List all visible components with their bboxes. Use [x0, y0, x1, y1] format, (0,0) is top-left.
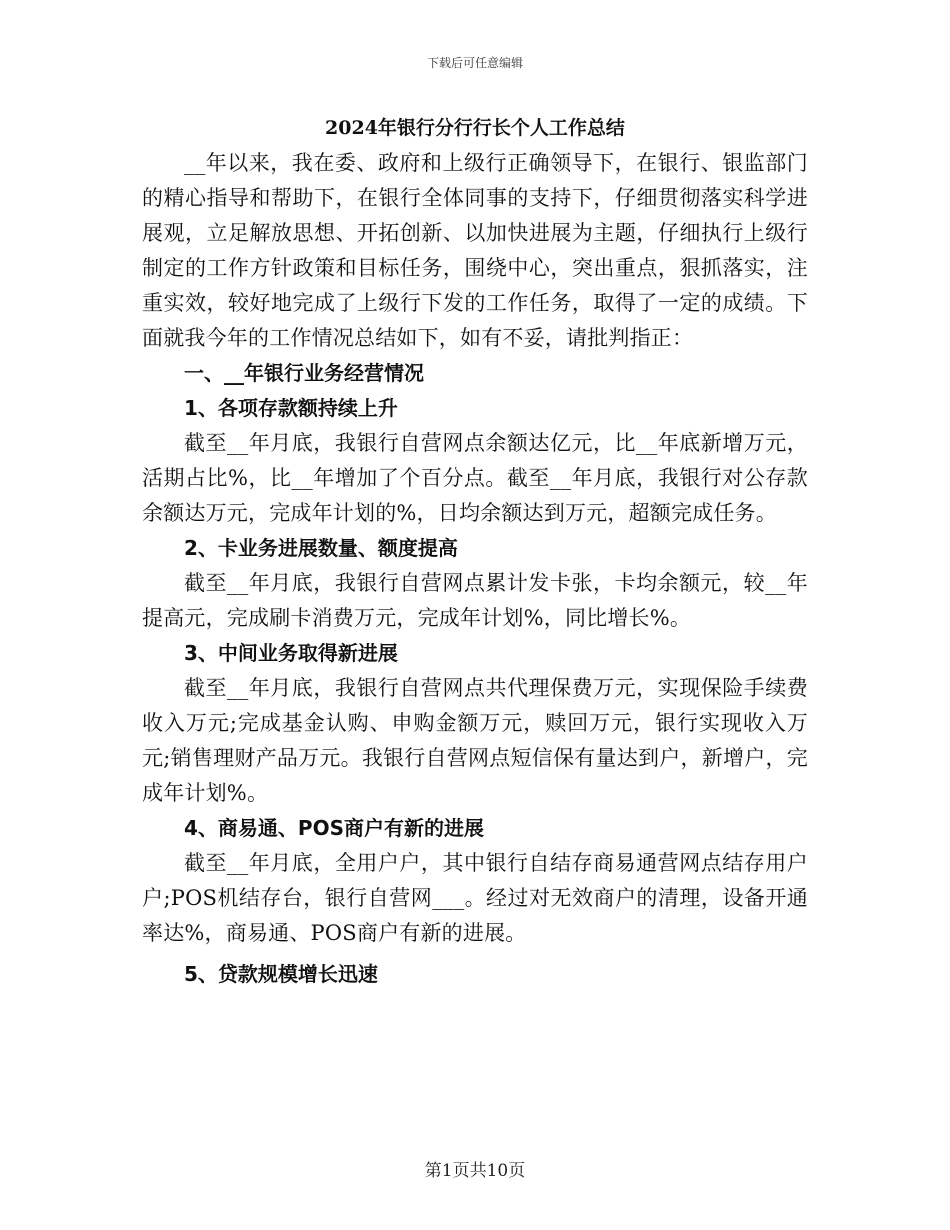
intro-paragraph: __年以来，我在委、政府和上级行正确领导下，在银行、银监部门的精心指导和帮助下，在银行全体同事的支持下，仔细贯彻落实科学进展观，立足解放思想、开拓创新、以加快进展为主题，仔细执行上级行制定的工作方针政策和目标任务，围绕中心，突出重点，狠抓落实，注重实效，较好地完成了上级行下发的工作任务，取得了一定的成绩。下面就我今年的工作情况总结如下，如有不妥，请批判指正： — [142, 151, 808, 350]
item-paragraph-1: 截至__年月底，我银行自营网点余额达亿元，比__年底新增万元，活期占比%，比__年增加了个百分点。截至__年月底，我银行对公存款余额达万元，完成年计划的%，日均余额达到万元，超额完成任务。 — [142, 431, 808, 525]
item-heading-4: 4、商易通、POS商户有新的进展 — [184, 816, 484, 840]
item-paragraph-4: 截至__年月底，全用户户，其中银行自结存商易通营网点结存用户户;POS机结存台，银行自营网___。经过对无效商户的清理，设备开通率达%，商易通、POS商户有新的进展。 — [142, 851, 808, 945]
item-heading-3: 3、中间业务取得新进展 — [184, 641, 398, 665]
header-note: 下载后可任意编辑 — [426, 56, 523, 70]
item-paragraph-3: 截至__年月底，我银行自营网点共代理保费万元，实现保险手续费收入万元;完成基金认购、申购金额万元，赎回万元，银行实现收入万元;销售理财产品万元。我银行自营网点短信保有量达到户，新增户，完成年计划%。 — [142, 676, 808, 805]
item-paragraph-2: 截至__年月底，我银行自营网点累计发卡张，卡均余额元，较__年提高元，完成刷卡消费万元，完成年计划%，同比增长%。 — [142, 571, 808, 630]
item-heading-1: 1、各项存款额持续上升 — [184, 396, 398, 420]
page-footer: 第1页共10页 — [424, 1161, 526, 1181]
document-title: 2024年银行分行行长个人工作总结 — [325, 117, 625, 139]
document-body — [142, 114, 808, 992]
section-heading-1: 一、__年银行业务经营情况 — [184, 361, 424, 385]
item-heading-5: 5、贷款规模增长迅速 — [184, 962, 378, 986]
item-heading-2: 2、卡业务进展数量、额度提高 — [184, 536, 458, 560]
